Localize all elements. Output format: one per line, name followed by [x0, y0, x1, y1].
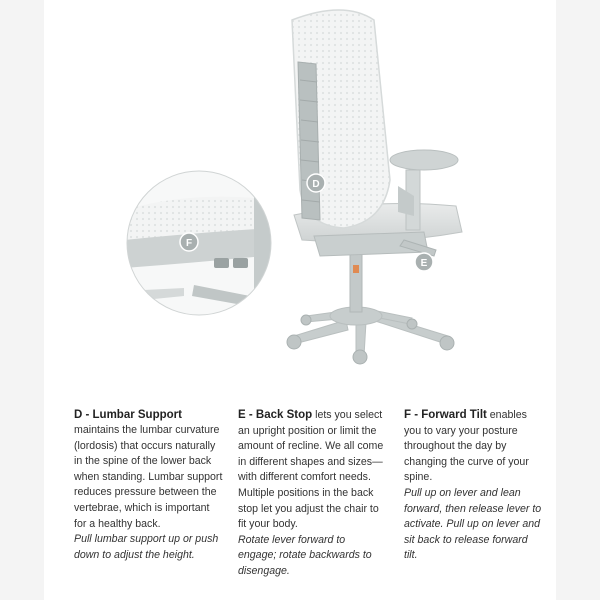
svg-text:E: E — [420, 258, 428, 269]
svg-text:F: F — [185, 238, 193, 249]
back-stop-body: lets you select an upright position or limit the amount of recline. We all come in different shapes and sizes—with different comfort needs. Multiple positions in the back stop let you adjust the chair to fit your body. — [238, 409, 384, 531]
svg-text:D: D — [312, 179, 320, 190]
chair-base — [294, 307, 448, 356]
back-stop-column — [238, 408, 386, 580]
forward-tilt-body: enables you to vary your posture throughout the day by changing the curve of your spine. — [404, 409, 529, 484]
forward-tilt-instructions: Pull up on lever and lean forward, then release lever to activate. Pull up on lever and sit back to release forward tilt. — [404, 486, 542, 562]
lumbar-support-heading: D - Lumbar Support — [74, 409, 182, 421]
lumbar-support-instructions: Pull lumbar support up or push down to adjust the height. — [74, 533, 219, 561]
chair-illustration — [44, 0, 556, 380]
lumbar-support-column — [74, 408, 224, 563]
back-stop-paragraph — [238, 408, 386, 533]
forward-tilt-column — [404, 408, 544, 564]
callout-d — [307, 174, 325, 192]
gas-cylinder — [350, 250, 362, 312]
feature-columns — [74, 408, 544, 598]
forward-tilt-paragraph — [404, 408, 544, 486]
back-stop-instructions: Rotate lever forward to engage; rotate backwards to disengage. — [238, 533, 372, 577]
page — [44, 0, 556, 600]
callout-f — [180, 233, 198, 251]
lumbar-support-body: maintains the lumbar curvature (lordosis) that occurs naturally in the spine of the lower back when standing. Lumbar support reduces pressure between the vertebrae, which is important for a healthy back. — [74, 424, 223, 530]
callout-e — [415, 253, 433, 271]
forward-tilt-heading: F - Forward Tilt — [404, 409, 487, 421]
zoom-detail — [124, 171, 276, 315]
back-stop-heading: E - Back Stop — [238, 409, 313, 421]
